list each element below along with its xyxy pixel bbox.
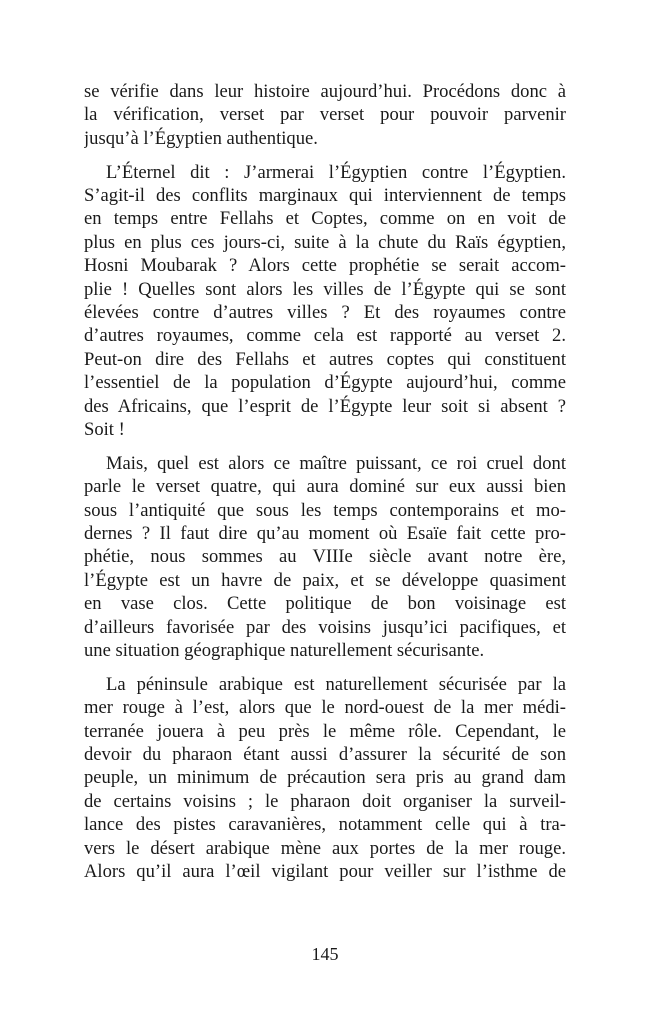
text-line: sous l’antiquité que sous les temps contemporains et mo- bbox=[84, 499, 566, 521]
paragraph-3 bbox=[84, 452, 566, 663]
text-line: mer rouge à l’est, alors que le nord-ouest de la mer médi- bbox=[84, 697, 566, 719]
page-number: 145 bbox=[311, 944, 339, 964]
text-line: lance des pistes caravanières, notamment celle qui à tra- bbox=[84, 814, 566, 836]
text-line: en vase clos. Cette politique de bon voisinage est bbox=[84, 593, 566, 615]
page-body bbox=[84, 80, 566, 894]
text-line: phétie, nous sommes au VIIIe siècle avant notre ère, bbox=[84, 546, 566, 568]
text-line: peuple, un minimum de précaution sera pris au grand dam bbox=[84, 767, 566, 789]
text-line: Soit ! bbox=[84, 418, 125, 440]
text-line: la vérification, verset par verset pour pouvoir parvenir bbox=[84, 104, 566, 126]
text-line: Mais, quel est alors ce maître puissant, ce roi cruel dont bbox=[106, 452, 566, 474]
text-line: d’ailleurs favorisée par des voisins jusqu’ici pacifiques, et bbox=[84, 616, 566, 638]
text-line: l’Égypte est un havre de paix, et se développe quasiment bbox=[84, 569, 566, 591]
text-line: élevées contre d’autres villes ? Et des royaumes contre bbox=[84, 302, 566, 324]
text-line: se vérifie dans leur histoire aujourd’hui. Procédons donc à bbox=[84, 81, 566, 102]
text-line: en temps entre Fellahs et Coptes, comme on en voit de bbox=[84, 208, 566, 230]
text-line: terranée jouera à peu près le même rôle. Cependant, le bbox=[84, 720, 566, 742]
text-line: vers le désert arabique mène aux portes de la mer rouge. bbox=[84, 837, 566, 859]
text-line: des Africains, que l’esprit de l’Égypte leur soit si absent ? bbox=[84, 395, 566, 417]
text-line: devoir du pharaon étant aussi d’assurer la sécurité de son bbox=[84, 744, 566, 766]
text-line: Peut-on dire des Fellahs et autres coptes qui constituent bbox=[84, 348, 566, 370]
text-line: plie ! Quelles sont alors les villes de l’Égypte qui se sont bbox=[84, 278, 566, 300]
paragraph-1 bbox=[84, 80, 566, 150]
text-line: une situation géographique naturellement sécurisante. bbox=[84, 639, 485, 661]
text-line: jusqu’à l’Égyptien authentique. bbox=[84, 127, 318, 149]
text-line: plus en plus ces jours-ci, suite à la chute du Raïs égyptien, bbox=[84, 231, 566, 253]
paragraph-4 bbox=[84, 673, 566, 884]
text-line: L’Éternel dit : J’armerai l’Égyptien contre l’Égyptien. bbox=[106, 161, 566, 183]
text-line: Hosni Moubarak ? Alors cette prophétie se serait accom- bbox=[84, 255, 566, 277]
text-line: dernes ? Il faut dire qu’au moment où Esaïe fait cette pro- bbox=[84, 523, 566, 545]
text-line: Alors qu’il aura l’œil vigilant pour veiller sur l’isthme de bbox=[84, 861, 566, 882]
text-line: S’agit-il des conflits marginaux qui interviennent de temps bbox=[84, 185, 566, 207]
text-line: d’autres royaumes, comme cela est rapporté au verset 2. bbox=[84, 325, 566, 347]
text-line: parle le verset quatre, qui aura dominé sur eux aussi bien bbox=[84, 476, 566, 498]
text-line: La péninsule arabique est naturellement sécurisée par la bbox=[106, 673, 566, 695]
paragraph-2 bbox=[84, 161, 566, 442]
text-line: l’essentiel de la population d’Égypte aujourd’hui, comme bbox=[84, 372, 566, 394]
text-line: de certains voisins ; le pharaon doit organiser la surveil- bbox=[84, 790, 566, 812]
